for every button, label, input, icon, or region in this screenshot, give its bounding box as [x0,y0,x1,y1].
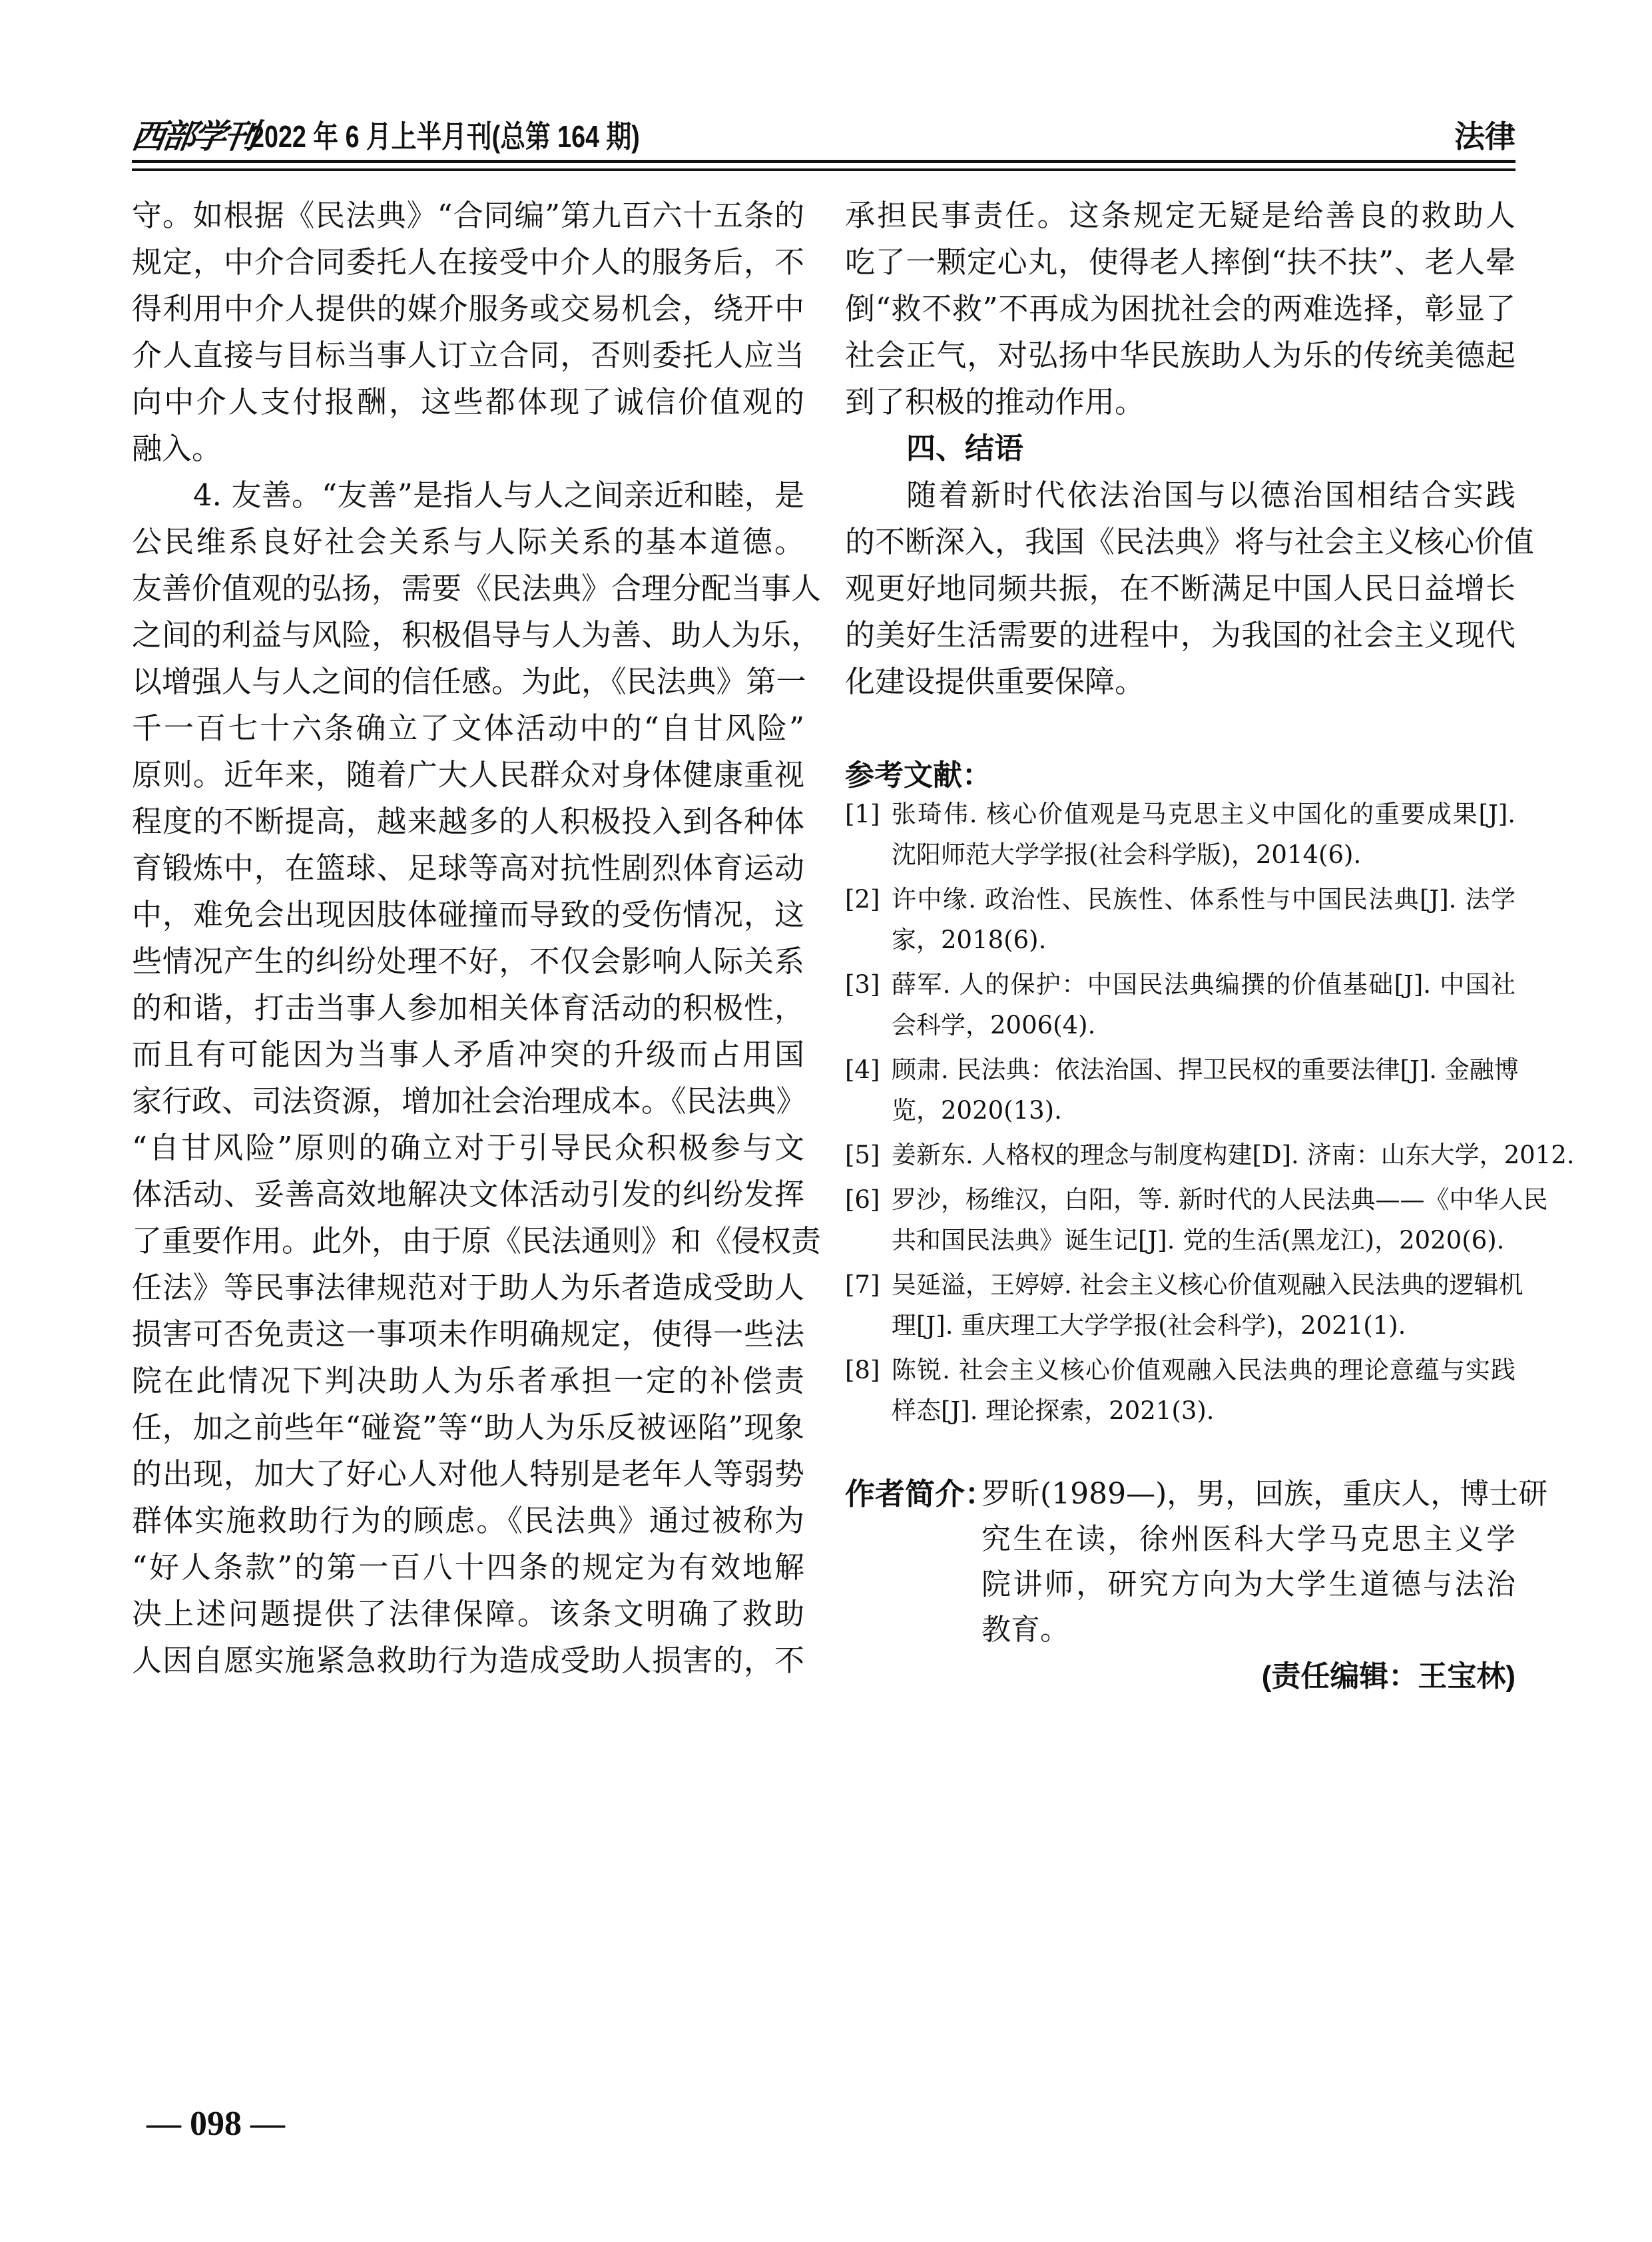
references [845,754,1575,1435]
reference-line [845,1179,1548,1220]
text-line: 的美好生活需要的进程中，为我国的社会主义现代 [845,617,1515,653]
text-line: 向中介人支付报酬，这些都体现了诚信价值观的 [132,384,804,420]
reference-line [845,1220,1515,1261]
reference-line [845,1390,1515,1431]
reference-number: [8] [845,1356,880,1384]
text-line: 公民维系良好社会关系与人际关系的基本道德。 [132,524,804,559]
text-line: 任法》等民事法律规范对于助人为乐者造成受助人 [132,1270,804,1305]
text-line: 群体实施救助行为的顾虑。《民法典》通过被称为 [132,1503,804,1538]
reference-text: 理[J]. 重庆理工大学学报(社会科学)，2021(1). [892,1311,1406,1340]
reference-line [845,834,1515,875]
text-line: 4. 友善。“友善”是指人与人之间亲近和睦，是 [193,477,804,513]
text-line: 些情况产生的纠纷处理不好，不仅会影响人际关系 [132,944,804,979]
text-line: 千一百七十六条确立了文体活动中的“自甘风险” [132,710,804,746]
text-line: “自甘风险”原则的确立对于引导民众积极参与文 [132,1130,804,1165]
text-line: 化建设提供重要保障。 [845,664,1145,699]
reference-item [845,1049,1519,1131]
reference-text: 顾肃. 民法典：依法治国、捍卫民权的重要法律[J]. 金融博 [892,1055,1519,1084]
text-line: 的出现，加大了好心人对他人特别是老年人等弱势 [132,1456,804,1492]
reference-item [845,1264,1523,1346]
page-number: — 098 — [146,2105,285,2143]
text-line: 友善价值观的弘扬，需要《民法典》合理分配当事人 [132,571,822,606]
reference-text: 张琦伟. 核心价值观是马克思主义中国化的重要成果[J]. [892,800,1515,828]
text-line: 的和谐，打击当事人参加相关体育活动的积极性， [132,990,804,1025]
reference-text: 会科学，2006(4). [892,1011,1096,1039]
text-line: 育锻炼中，在篮球、足球等高对抗性剧烈体育运动 [132,850,804,886]
paragraph [845,472,1535,705]
reference-text: 罗沙，杨维汉，白阳，等. 新时代的人民法典——《中华人民 [892,1185,1548,1214]
text-line: 到了积极的推动作用。 [845,384,1145,420]
text-line: 倒“救不救”不再成为困扰社会的两难选择，彰显了 [845,291,1515,326]
reference-text: 薛军. 人的保护：中国民法典编撰的价值基础[J]. 中国社 [892,970,1515,999]
header-rule-bottom [132,168,1515,171]
reference-number: [3] [845,970,880,999]
reference-item [845,879,1515,960]
reference-item [845,1135,1575,1175]
author-bio-line: 究生在读，徐州医科大学马克思主义学 [981,1522,1515,1556]
reference-text: 览，2020(13). [892,1096,1062,1125]
text-line: 院在此情况下判决助人为乐者承担一定的补偿责 [132,1363,804,1398]
text-line: 社会正气，对弘扬中华民族助人为乐的传统美德起 [845,338,1515,373]
text-line: 随着新时代依法治国与以德治国相结合实践 [906,477,1515,513]
text-line: 损害可否免责这一事项未作明确规定，使得一些法 [132,1316,804,1352]
reference-item [845,964,1515,1045]
text-line: 原则。近年来，随着广大人民群众对身体健康重视 [132,757,804,792]
text-line: 中，难免会出现因肢体碰撞而导致的受伤情况，这 [132,897,804,932]
text-line: 承担民事责任。这条规定无疑是给善良的救助人 [845,198,1515,233]
text-line: 家行政、司法资源，增加社会治理成本。《民法典》 [132,1083,806,1119]
text-line: 人因自愿实施紧急救助行为造成受助人损害的，不 [132,1643,804,1678]
reference-line [845,1049,1519,1090]
reference-item [845,794,1515,875]
text-line: 以增强人与人之间的信任感。为此，《民法典》第一 [132,664,806,699]
author-bio-line: 教育。 [981,1613,1069,1647]
author-bio-line: 院讲师，研究方向为大学生道德与法治 [981,1567,1515,1601]
references-list [845,794,1575,1431]
text-line: 之间的利益与风险，积极倡导与人为善、助人为乐， [132,617,822,653]
text-line: 体活动、妥善高效地解决文体活动引发的纠纷发挥 [132,1177,804,1212]
text-line: “好人条款”的第一百八十四条的规定为有效地解 [132,1549,804,1585]
section-heading: 四、结语 [906,432,1023,465]
reference-line [845,920,1515,960]
reference-line [845,879,1515,920]
paragraph [845,192,1515,425]
section-name: 法律 [1454,119,1515,154]
reference-line [845,1090,1515,1131]
reference-line [845,794,1515,834]
author-bio-line: 罗昕(1989—)，男，回族，重庆人，博士研 [981,1477,1548,1511]
reference-number: [1] [845,800,880,828]
text-line: 吃了一颗定心丸，使得老人摔倒“扶不扶”、老人晕 [845,244,1515,280]
reference-line [845,1135,1575,1175]
reference-number: [2] [845,885,880,914]
paragraph [132,472,822,1684]
text-line: 守。如根据《民法典》“合同编”第九百六十五条的 [132,198,804,233]
right-column [845,192,1535,705]
reference-line [845,1264,1523,1305]
running-header [129,113,1515,173]
issue-info: 2022 年 6 月上半月刊(总第 164 期) [250,119,640,154]
author-bio-text [981,1472,1548,1653]
header-rule-top [132,160,1515,163]
references-title: 参考文献： [845,759,991,792]
text-line: 观更好地同频共振，在不断满足中国人民日益增长 [845,571,1515,606]
reference-number: [5] [845,1141,880,1169]
reference-item [845,1350,1515,1431]
paragraph [132,192,804,472]
text-line: 任，加之前些年“碰瓷”等“助人为乐反被诬陷”现象 [132,1410,804,1445]
reference-text: 姜新东. 人格权的理念与制度构建[D]. 济南：山东大学，2012. [892,1141,1575,1169]
journal-logo: 西部学刊 [129,117,258,156]
author-bio-label: 作者简介： [845,1477,995,1511]
reference-text: 吴延溢，王婷婷. 社会主义核心价值观融入民法典的逻辑机 [892,1270,1523,1299]
reference-number: [4] [845,1055,880,1084]
text-line: 得利用中介人提供的媒介服务或交易机会，绕开中 [132,291,804,326]
text-line: 决上述问题提供了法律保障。该条文明确了救助 [132,1596,804,1631]
text-line: 的不断深入，我国《民法典》将与社会主义核心价值 [845,524,1535,559]
reference-line [845,1305,1515,1346]
text-line: 融入。 [132,431,222,466]
editor-credit: (责任编辑：王宝林) [1261,1660,1515,1693]
reference-item [845,1179,1548,1261]
reference-text: 陈锐. 社会主义核心价值观融入民法典的理论意蕴与实践 [892,1356,1515,1384]
text-line: 了重要作用。此外，由于原《民法通则》和《侵权责 [132,1223,822,1259]
text-line: 而且有可能因为当事人矛盾冲突的升级而占用国 [132,1037,804,1072]
reference-line [845,964,1515,1005]
reference-number: [6] [845,1185,880,1214]
reference-text: 家，2018(6). [892,926,1047,954]
reference-line [845,1350,1515,1390]
reference-text: 沈阳师范大学学报(社会科学版)，2014(6). [892,840,1362,869]
text-line: 规定，中介合同委托人在接受中介人的服务后，不 [132,244,804,280]
reference-number: [7] [845,1270,880,1299]
text-line: 程度的不断提高，越来越多的人积极投入到各种体 [132,804,804,839]
reference-text: 许中缘. 政治性、民族性、体系性与中国民法典[J]. 法学 [892,885,1515,914]
reference-text: 共和国民法典》诞生记[J]. 党的生活(黑龙江)，2020(6). [892,1226,1505,1255]
reference-line [845,1005,1515,1045]
left-column [132,192,822,1684]
text-line: 介人直接与目标当事人订立合同，否则委托人应当 [132,338,804,373]
reference-text: 样态[J]. 理论探索，2021(3). [892,1396,1215,1425]
